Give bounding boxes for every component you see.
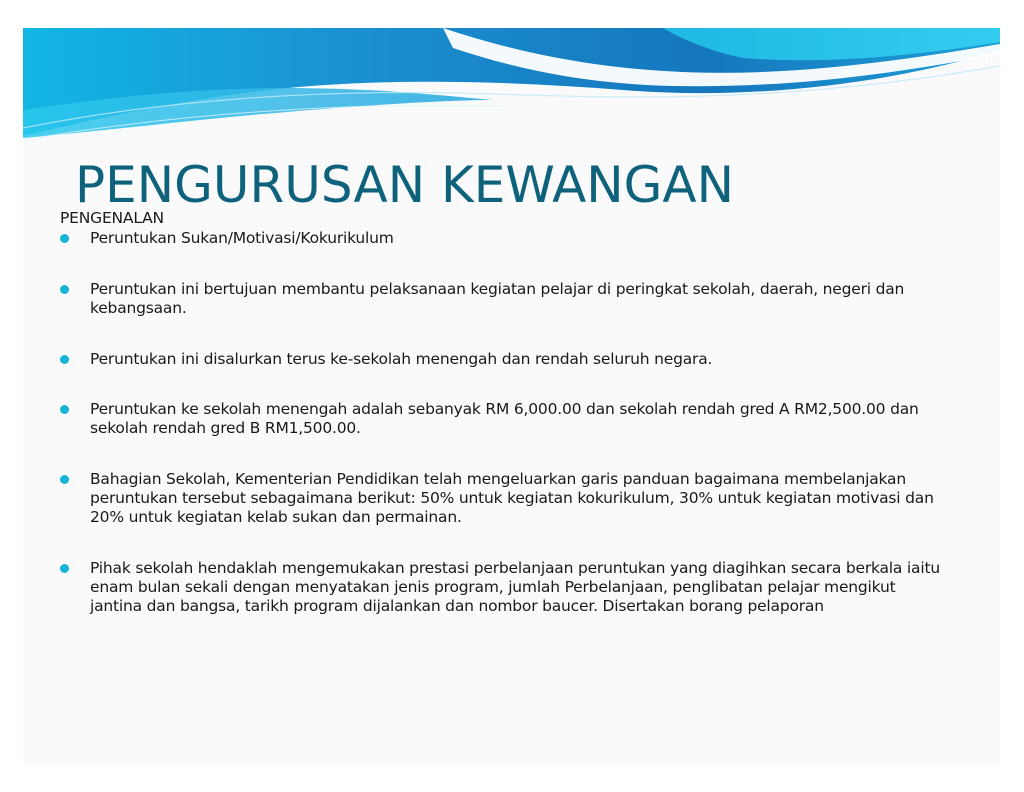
list-item-text: Peruntukan ini disalurkan terus ke-sekolah menengah dan rendah seluruh negara. (90, 350, 713, 368)
bullet-icon (60, 234, 69, 243)
section-heading: PENGENALAN (60, 209, 164, 227)
bullet-icon (60, 285, 69, 294)
slide-content (60, 209, 940, 616)
list-item-text: Peruntukan ke sekolah menengah adalah sebanyak RM 6,000.00 dan sekolah rendah gred A RM2,500.00 dan sekolah rendah gred B RM1,500.00. (90, 400, 919, 437)
bullet-icon (60, 564, 69, 573)
header-wave-decoration (23, 28, 1000, 143)
list-item-text: Bahagian Sekolah, Kementerian Pendidikan telah mengeluarkan garis panduan bagaimana membelanjakan peruntukan tersebut sebagaimana berikut: 50% untuk kegiatan kokurikulum, 30% untuk kegiatan motivasi dan 20% untuk kegiatan kelab sukan dan permainan. (90, 470, 934, 526)
slide-title: PENGURUSAN KEWANGAN (75, 156, 735, 214)
list-item-text: Peruntukan Sukan/Motivasi/Kokurikulum (90, 229, 394, 247)
bullet-list (60, 229, 940, 616)
list-item (60, 350, 940, 369)
bullet-icon (60, 405, 69, 414)
list-item-text: Peruntukan ini bertujuan membantu pelaksanaan kegiatan pelajar di peringkat sekolah, daerah, negeri dan kebangsaan. (90, 280, 905, 317)
list-item (60, 280, 940, 318)
list-item (60, 229, 940, 248)
list-item-text: Pihak sekolah hendaklah mengemukakan prestasi perbelanjaan peruntukan yang diagihkan secara berkala iaitu enam bulan sekali dengan menyatakan jenis program, jumlah Perbelanjaan, penglibatan pelajar mengikut jantina dan bangsa, tarikh program dijalankan dan nombor baucer. Disertakan borang pelaporan (90, 559, 940, 615)
list-item (60, 400, 940, 438)
bullet-icon (60, 355, 69, 364)
list-item (60, 559, 940, 616)
list-item (60, 470, 940, 527)
bullet-icon (60, 475, 69, 484)
